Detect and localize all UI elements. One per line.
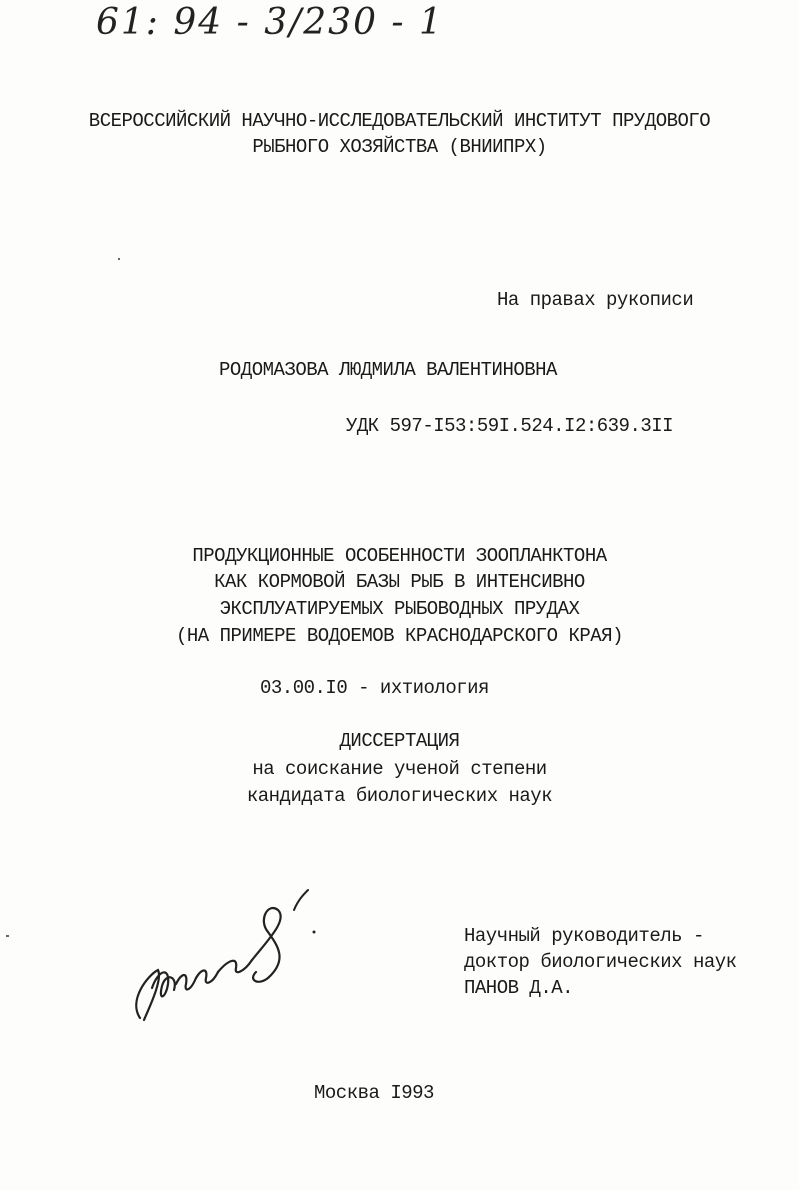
degree-line-1: ДИССЕРТАЦИЯ	[339, 730, 460, 752]
city-year: Москва I993	[314, 1082, 434, 1104]
title-line-1: ПРОДУКЦИОННЫЕ ОСОБЕННОСТИ ЗООПЛАНКТОНА	[192, 545, 607, 567]
institute-line-2: РЫБНОГО ХОЗЯЙСТВА (ВНИИПРХ)	[252, 136, 547, 158]
title-line-3: ЭКСПЛУАТИРУЕМЫХ РЫБОВОДНЫХ ПРУДАХ	[219, 598, 580, 620]
scan-speck	[118, 258, 120, 260]
degree-line-2: на соискание ученой степени	[252, 758, 547, 780]
author-signature	[118, 880, 328, 1040]
supervisor-line-2: доктор биологических наук	[464, 951, 737, 973]
archive-code-handwritten: 61: 94 - 3/230 - 1	[96, 2, 444, 43]
title-line-4: (НА ПРИМЕРЕ ВОДОЕМОВ КРАСНОДАРСКОГО КРАЯ)	[176, 625, 623, 647]
institute-line-1: ВСЕРОССИЙСКИЙ НАУЧНО-ИССЛЕДОВАТЕЛЬСКИЙ ИНСТИТУТ ПРУДОВОГО	[88, 110, 711, 132]
scan-speck	[6, 935, 9, 937]
specialty-code: 03.00.I0 - ихтиология	[260, 677, 489, 699]
udc-code: УДК 597-I53:59I.524.I2:639.3II	[346, 415, 674, 437]
supervisor-line-1: Научный руководитель -	[464, 925, 704, 947]
author-name: РОДОМАЗОВА ЛЮДМИЛА ВАЛЕНТИНОВНА	[219, 359, 557, 381]
degree-line-3: кандидата биологических наук	[246, 785, 553, 807]
rights-note: На правах рукописи	[497, 289, 694, 311]
title-line-2: КАК КОРМОВОЙ БАЗЫ РЫБ В ИНТЕНСИВНО	[214, 571, 585, 593]
supervisor-line-3: ПАНОВ Д.А.	[464, 977, 574, 999]
